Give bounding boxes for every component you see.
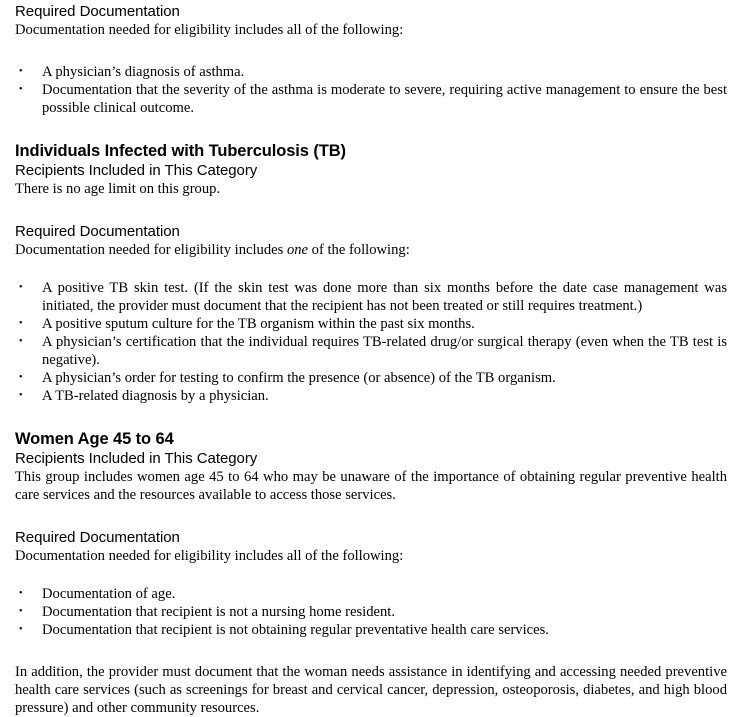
recipients-included-heading: Recipients Included in This Category [15,450,258,467]
asthma-documentation-list [15,63,727,117]
intro-text-after-emphasis: of the following: [308,242,410,258]
list-item: • Documentation that recipient is not obtaining regular preventative health care services. [15,621,727,639]
list-item: • Documentation that the severity of the asthma is moderate to severe, requiring active management to ensure the best possible clinical outcome. [15,81,727,117]
list-item: • A TB-related diagnosis by a physician. [15,387,727,405]
required-documentation-heading: Required Documentation [15,3,180,20]
women-documentation-list [15,585,727,639]
required-documentation-intro: Documentation needed for eligibility includes all of the following: [15,548,404,564]
required-documentation-intro: Documentation needed for eligibility includes all of the following: [15,22,404,38]
recipients-included-heading: Recipients Included in This Category [15,162,258,179]
required-documentation-intro [15,241,727,259]
list-item: • A positive TB skin test. (If the skin test was done more than six months before the date case management was initiated, the provider must document that the recipient has not been treated or still requires treatment.) [15,279,727,315]
list-item: • A physician’s order for testing to confirm the presence (or absence) of the TB organism. [15,369,727,387]
intro-emphasis-one: one [286,242,309,258]
section-tuberculosis [15,141,727,405]
list-item: • A physician’s certification that the individual requires TB-related drug/or surgical therapy (even when the TB test is negative). [15,333,727,369]
section-heading-tuberculosis: Individuals Infected with Tuberculosis (TB) [15,142,346,160]
required-documentation-heading: Required Documentation [15,223,180,240]
closing-paragraph: In addition, the provider must document that the woman needs assistance in identifying and accessing needed preventive health care services (such as screenings for breast and cervical cancer, depression, osteoporosis, diabetes, and high blood pressure) and other community resources. [15,664,727,716]
section-heading-women-45-to-64: Women Age 45 to 64 [15,430,174,448]
required-documentation-heading: Required Documentation [15,529,180,546]
section-asthma-continued [15,2,727,117]
recipients-included-text: This group includes women age 45 to 64 who may be unaware of the importance of obtaining regular preventive health care services and the resources available to access those services. [15,469,727,503]
intro-text-before-emphasis: Documentation needed for eligibility includes [15,242,287,258]
list-item: • A positive sputum culture for the TB organism within the past six months. [15,315,727,333]
list-item: • A physician’s diagnosis of asthma. [15,63,727,81]
tuberculosis-documentation-list [15,279,727,405]
recipients-included-text: There is no age limit on this group. [15,181,221,197]
list-item: • Documentation that recipient is not a nursing home resident. [15,603,727,621]
list-item: • Documentation of age. [15,585,727,603]
section-women-45-to-64 [15,429,727,717]
